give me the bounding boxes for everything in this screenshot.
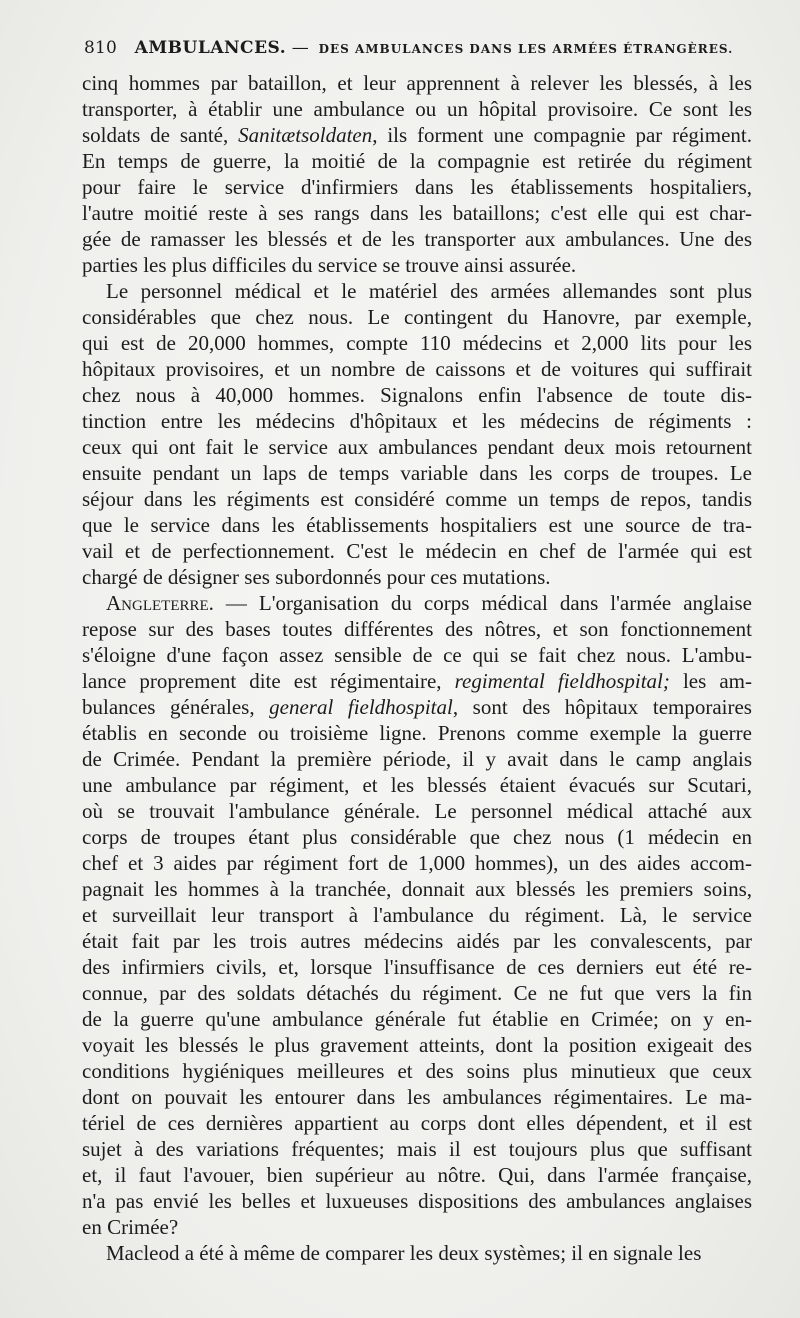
text-line: bulances générales, general fieldhospital, sont des hôpitaux temporaires [82, 695, 752, 719]
text-line: soldats de santé, Sanitætsoldaten, ils forment une compagnie par régiment. [82, 123, 752, 147]
text-line: Angleterre. — L'organisation du corps médical dans l'armée anglaise [106, 591, 752, 615]
text-line: vail et de perfectionnement. C'est le médecin en chef de l'armée qui est [82, 539, 752, 563]
header-dash: — [291, 38, 309, 58]
text-line: repose sur des bases toutes différentes des nôtres, et son fonctionnement [82, 617, 752, 641]
text-line: était fait par les trois autres médecins aidés par les convalescents, par [82, 929, 752, 953]
text-line: transporter, à établir une ambulance ou un hôpital provisoire. Ce sont les [82, 97, 752, 121]
text-line: chargé de désigner ses subordonnés pour ces mutations. [82, 565, 551, 589]
text-line: En temps de guerre, la moitié de la compagnie est retirée du régiment [82, 149, 752, 173]
text-line: en Crimée? [82, 1215, 179, 1239]
text-line: que le service dans les établissements hospitaliers est une source de tra- [82, 513, 752, 537]
text-line: tinction entre les médecins d'hôpitaux et les médecins de régiments : [82, 409, 752, 433]
text-line: pour faire le service d'infirmiers dans les établissements hospitaliers, [82, 175, 752, 199]
text-line: pagnait les hommes à la tranchée, donnait aux blessés les premiers soins, [82, 877, 752, 901]
text-line: chef et 3 aides par régiment fort de 1,000 hommes), un des aides accom- [82, 851, 752, 875]
text-line: et, il faut l'avouer, bien supérieur au nôtre. Qui, dans l'armée française, [82, 1163, 752, 1187]
text-line: ceux qui ont fait le service aux ambulances pendant deux mois retournent [82, 435, 752, 459]
running-header [84, 38, 764, 64]
text-line: s'éloigne d'une façon assez sensible de ce qui se fait chez nous. L'ambu- [82, 643, 752, 667]
page-number: 810 [84, 38, 118, 58]
text-line: gée de ramasser les blessés et de les transporter aux ambulances. Une des [82, 227, 752, 251]
text-line: qui est de 20,000 hommes, compte 110 médecins et 2,000 lits pour les [82, 331, 752, 355]
section-title: DES AMBULANCES DANS LES ARMÉES ÉTRANGÈRES. [318, 42, 734, 56]
text-line: de Crimée. Pendant la première période, il y avait dans le camp anglais [82, 747, 752, 771]
text-line: ensuite pendant un laps de temps variable dans les corps de troupes. Le [82, 461, 752, 485]
text-line: corps de troupes étant plus considérable que chez nous (1 médecin en [82, 825, 752, 849]
text-line: n'a pas envié les belles et luxueuses dispositions des ambulances anglaises [82, 1189, 752, 1213]
text-line: connue, par des soldats détachés du régiment. Ce ne fut que vers la fin [82, 981, 752, 1005]
text-line: Macleod a été à même de comparer les deux systèmes; il en signale les [106, 1241, 702, 1265]
text-line: conditions hygiéniques meilleures et des soins plus minutieux que ceux [82, 1059, 752, 1083]
text-line: établis en seconde ou troisième ligne. Prenons comme exemple la guerre [82, 721, 752, 745]
text-line: dont on pouvait les entourer dans les ambulances régimentaires. Le ma- [82, 1085, 752, 1109]
body-text [82, 70, 752, 1266]
running-title: AMBULANCES. [134, 38, 287, 58]
text-line: une ambulance par régiment, et les blessés étaient évacués sur Scutari, [82, 773, 752, 797]
text-line: voyait les blessés le plus gravement atteints, dont la position exigeait des [82, 1033, 752, 1057]
text-line: hôpitaux provisoires, et un nombre de caissons et de voitures qui suffirait [82, 357, 752, 381]
text-line: l'autre moitié reste à ses rangs dans les bataillons; c'est elle qui est char- [82, 201, 752, 225]
text-line: sujet à des variations fréquentes; mais il est toujours plus que suffisant [82, 1137, 752, 1161]
text-line: des infirmiers civils, et, lorsque l'insuffisance de ces derniers eut été re- [82, 955, 752, 979]
text-line: où se trouvait l'ambulance générale. Le personnel médical attaché aux [82, 799, 752, 823]
text-line: chez nous à 40,000 hommes. Signalons enfin l'absence de toute dis- [82, 383, 752, 407]
text-line: considérables que chez nous. Le contingent du Hanovre, par exemple, [82, 305, 752, 329]
text-line: lance proprement dite est régimentaire, regimental fieldhospital; les am- [82, 669, 752, 693]
text-line: tériel de ces dernières appartient au corps dont elles dépendent, et il est [82, 1111, 752, 1135]
text-line: Le personnel médical et le matériel des armées allemandes sont plus [106, 279, 752, 303]
text-line: parties les plus difficiles du service se trouve ainsi assurée. [82, 253, 577, 277]
text-line: de la guerre qu'une ambulance générale fut établie en Crimée; on y en- [82, 1007, 752, 1031]
text-line: cinq hommes par bataillon, et leur apprennent à relever les blessés, à les [82, 71, 752, 95]
text-line: et surveillait leur transport à l'ambulance du régiment. Là, le service [82, 903, 752, 927]
text-line: séjour dans les régiments est considéré comme un temps de repos, tandis [82, 487, 752, 511]
